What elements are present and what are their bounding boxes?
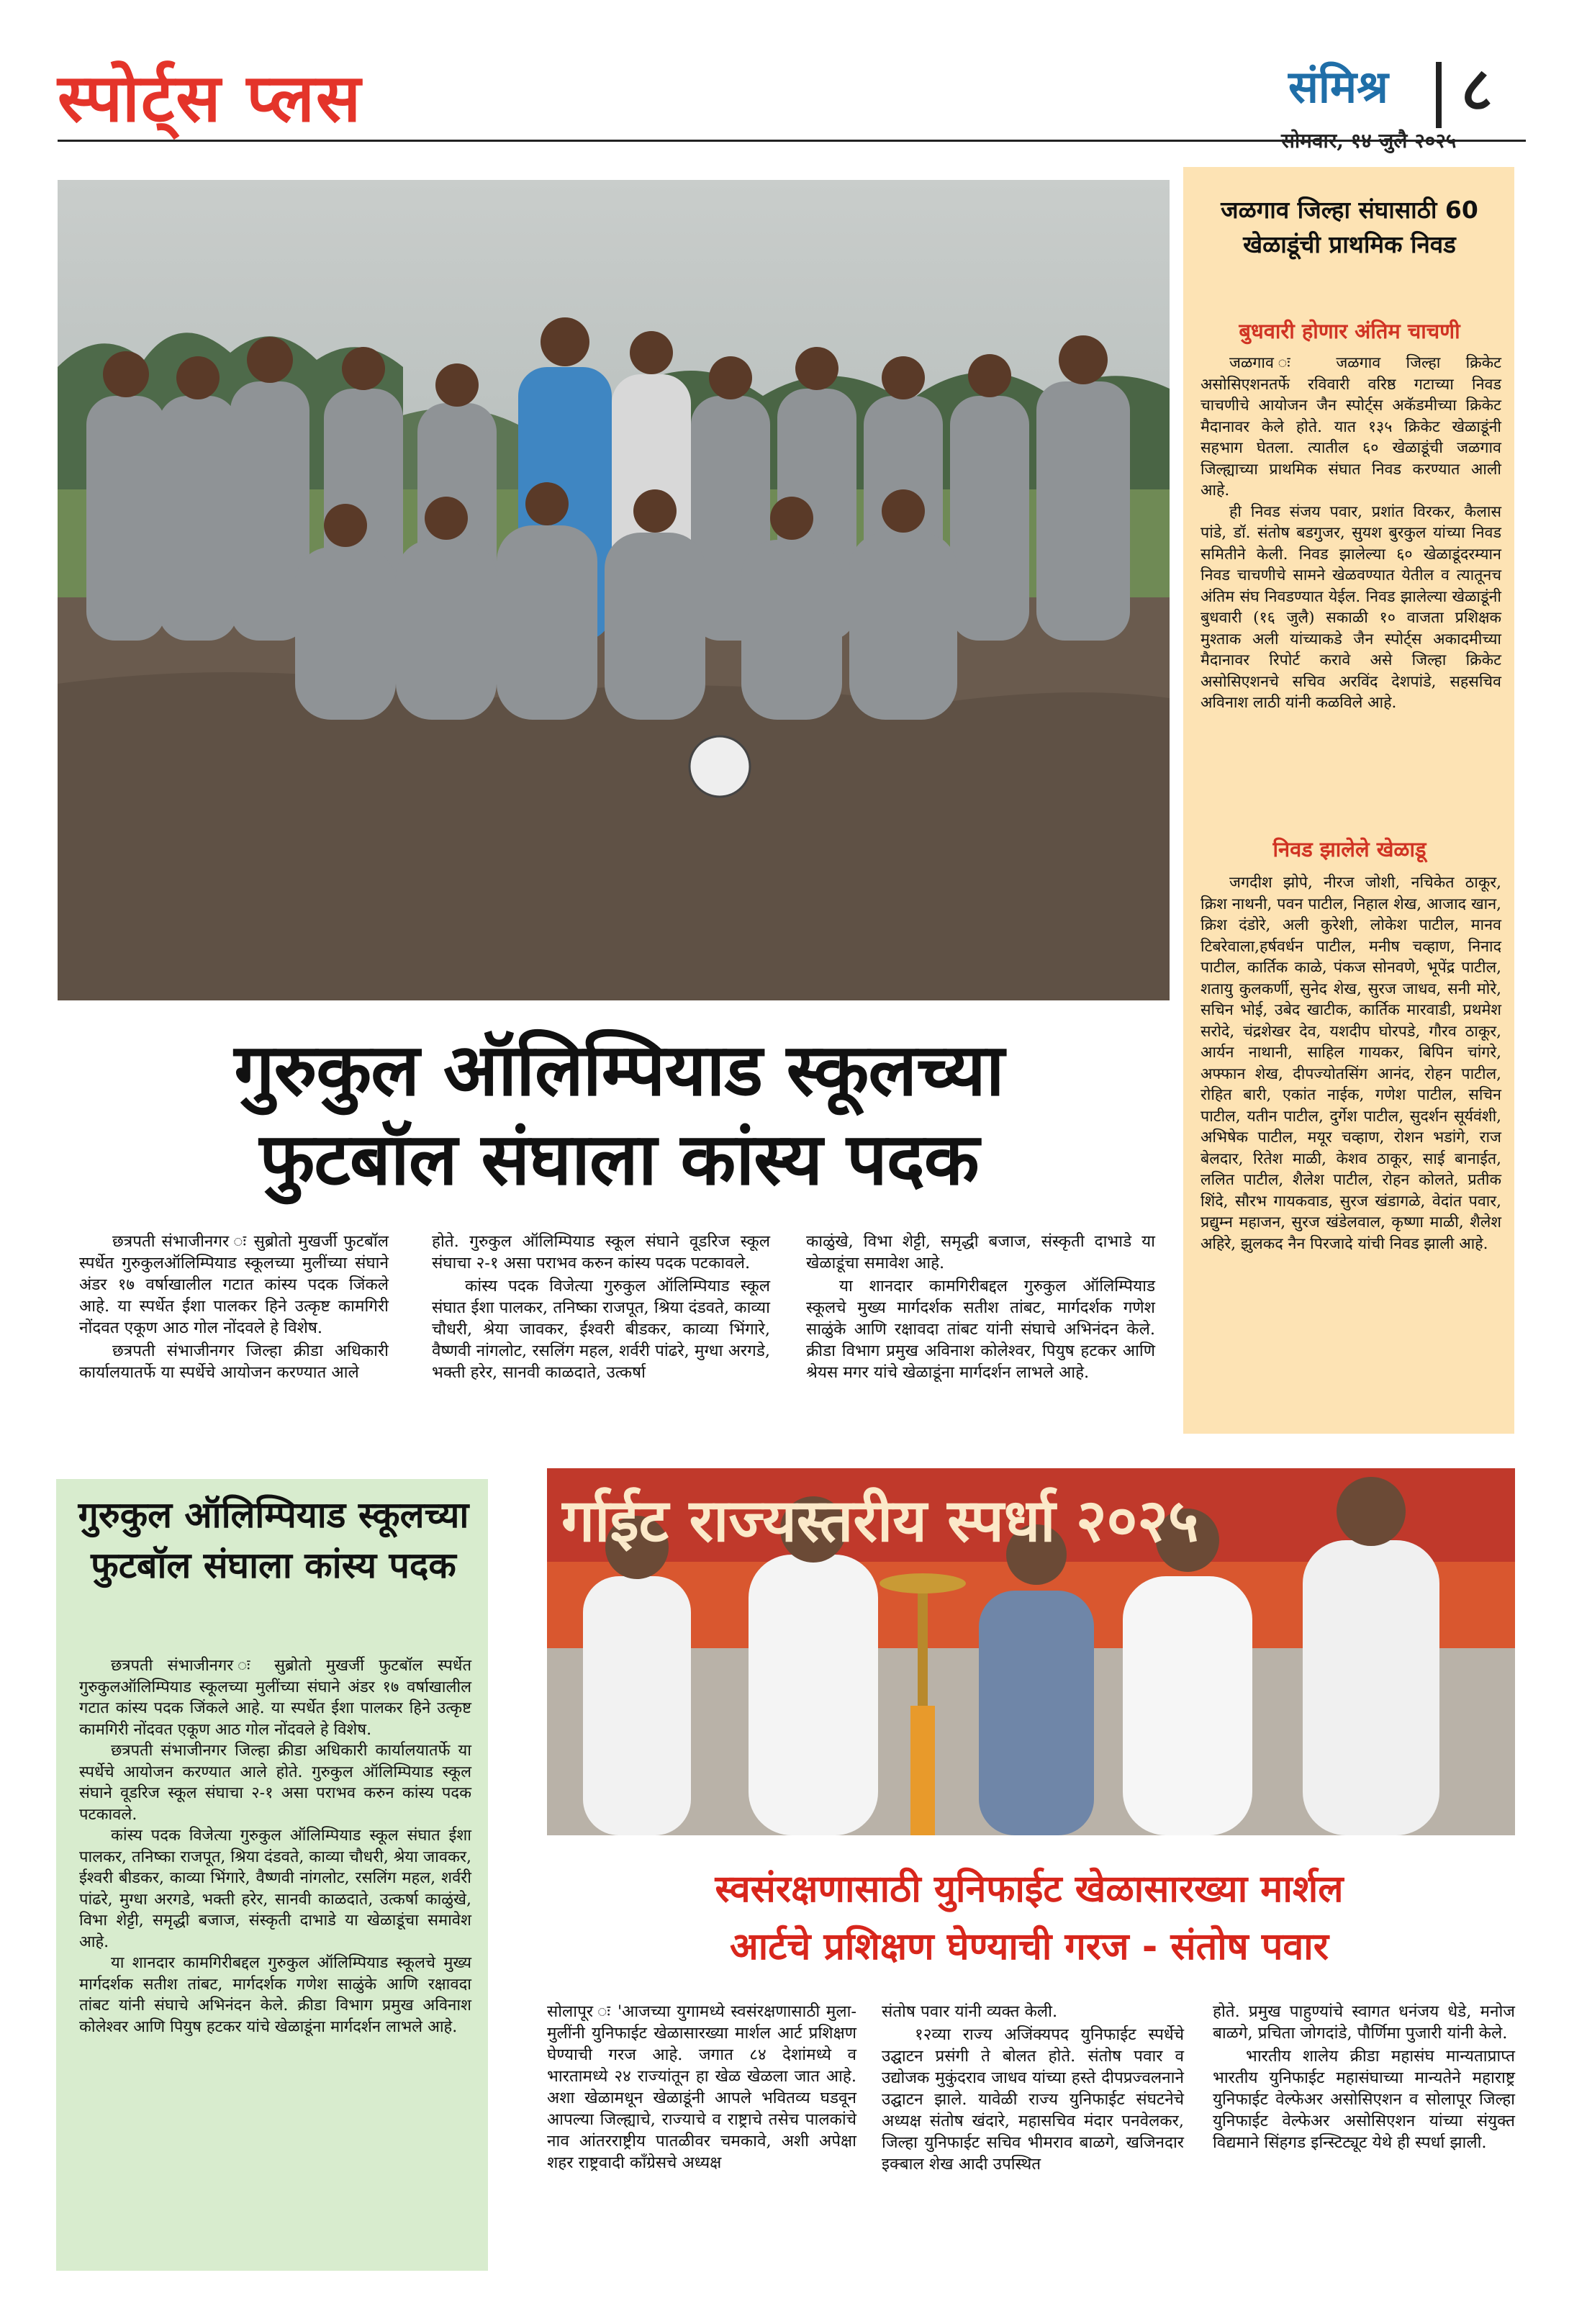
- green-box-text: [79, 1655, 471, 2038]
- page-number: ८: [1461, 53, 1493, 125]
- main-story-column-2: [432, 1231, 770, 1385]
- paragraph: जगदीश झोपे, नीरज जोशी, नचिकेत ठाकूर, क्रिश नाथनी, पवन पाटील, निहाल शेख, आजाद खान, क्रिश दंडोरे, अली कुरेशी, लोकेश पाटील, मानव टिबरेवाला,हर्षवर्धन पाटील, मनीष चव्हाण, निनाद पाटील, कार्तिक काळे, पंकज सोनवणे, भूपेंद्र पाटील, शतायु कुलकर्णी, सुनेद शेख, सुरज जाधव, सनी मोरे, सचिन भोई, उबेद खाटीक, कार्तिक मारवाडी, प्रथमेश सरोदे, चंद्रशेखर देव, यशदीप घोरपडे, गौरव ठाकूर, आर्यन नाथानी, साहिल गायकर, बिपिन चांगरे, अफ्फान शेख, दीपज्योतसिंग आनंद, रोहन पाटील, रोहित बारी, एकांत नाईक, गणेश पाटील, सचिन पाटील, यतीन पाटील, दुर्गेश पाटील, सुदर्शन सूर्यवंशी, अभिषेक पाटील, मयूर चव्हाण, रोशन भडांगे, राज बेलदार, रितेश माळी, केशव ठाकूर, साई बानाईत, ललित पाटील, शैलेश पाटील, रोहन कोलते, प्रतीक शिंदे, सौरभ गायकवाड, सुरज खंडागळे, वेदांत पवार, प्रद्युम्न महाजन, सुरज खंडेलवाल, कृष्णा माळी, शैलेश अहिरे, झुलकद नैन पिरजादे यांची निवड झाली आहे.: [1201, 874, 1501, 1253]
- paragraph: या शानदार कामगिरीबद्दल गुरुकुल ऑलिम्पियाड स्कूलचे मुख्य मार्गदर्शक सतीश तांबट, मार्गदर्शक गणेश साळुंके आणि रक्षावदा तांबट यांनी संघाचे अभिनंदन केले. क्रीडा विभाग प्रमुख अविनाश कोलेश्वर आणि पियुष हटकर यांचे खेळाडूंना मार्गदर्शन लाभले आहे.: [79, 1954, 471, 2036]
- paragraph: छत्रपती संभाजीनगर जिल्हा क्रीडा अधिकारी कार्यालयातर्फे या स्पर्धेचे आयोजन करण्यात आले: [79, 1342, 389, 1382]
- unifight-headline-line2: आर्टचे प्रशिक्षण घेण्याची गरज - संतोष पवार: [729, 1925, 1329, 1968]
- paragraph: १२व्या राज्य अजिंक्यपद युनिफाईट स्पर्धेचे उद्घाटन प्रसंगी ते बोलत होते. संतोष पवार व उद्योजक मुकुंदराव जाधव यांच्या हस्ते दीपप्रज्वलनाने उद्घाटन झाले. यावेळी राज्य युनिफाईट संघटनेचे अध्यक्ष संतोष खंदारे, महासचिव मंदार पनवेलकर, जिल्हा युनिफाईट सचिव भीमराव बाळगे, खजिनदार इक्बाल शेख आदी उपस्थित: [882, 2025, 1184, 2174]
- paragraph: होते. प्रमुख पाहुण्यांचे स्वागत धनंजय धेडे, मनोज बाळगे, प्रचिता जोगदांडे, पौर्णिमा पुजारी यांनी केले.: [1213, 2002, 1515, 2043]
- green-box-headline: गुरुकुल ऑलिम्पियाड स्कूलच्या फुटबॉल संघाला कांस्य पदक: [78, 1494, 469, 1586]
- main-story-column-1: [79, 1231, 389, 1385]
- paragraph: ही निवड संजय पवार, प्रशांत विरकर, कैलास पांडे, डॉ. संतोष बडगुजर, सुयश बुरकुल यांच्या निवड समितीने केली. निवड झालेल्या ६० खेळाडूंदरम्यान निवड चाचणीचे सामने खेळवण्यात येतील व त्यातूनच अंतिम संघ निवडण्यात येईल. निवड झालेल्या खेळाडूंनी बुधवारी (१६ जुलै) सकाळी १० वाजता प्रशिक्षक मुश्ताक अली यांच्याकडे जैन स्पोर्ट्स अकादमीच्या मैदानावर रिपोर्ट करावे असे जिल्हा क्रिकेट असोसिएशनचे सचिव अरविंद देशपांडे, सहसचिव अविनाश लाठी यांनी कळविले आहे.: [1201, 502, 1501, 712]
- paragraph: कांस्य पदक विजेत्या गुरुकुल ऑलिम्पियाड स्कूल संघात ईशा पालकर, तनिष्का राजपूत, श्रिया दंडवते, काव्या चौधरी, श्रेया जावकर, ईश्वरी बीडकर, काव्या भिंगारे, वैष्णवी नांगलोट, रसलिंग महल, शर्वरी पांढरे, मुग्धा अरगडे, भक्ती हरेर, सानवी काळदाते, उत्कर्षा: [432, 1277, 770, 1382]
- paragraph: या शानदार कामगिरीबद्दल गुरुकुल ऑलिम्पियाड स्कूलचे मुख्य मार्गदर्शक सतीश तांबट, मार्गदर्शक गणेश साळुंके आणि रक्षावदा तांबट यांनी संघाचे अभिनंदन केले. क्रीडा विभाग प्रमुख अविनाश कोलेश्वर, पियुष हटकर आणि श्रेयस मगर यांचे खेळाडूंना मार्गदर्शन लाभले आहे.: [806, 1277, 1155, 1382]
- unifight-column-2: [882, 2001, 1184, 2176]
- unifight-headline: [518, 1860, 1540, 1976]
- paragraph: होते. गुरुकुल ऑलिम्पियाड स्कूल संघाने वूडरिज स्कूल संघाचा २-१ असा पराभव करुन कांस्य पदक पटकावले.: [432, 1232, 770, 1272]
- sidebar-headline: जळगाव जिल्हा संघासाठी 60 खेळाडूंची प्राथमिक निवड: [1221, 196, 1478, 258]
- section-divider: [1436, 62, 1442, 128]
- main-headline-line2: फुटबॉल संघाला कांस्य पदक: [259, 1117, 979, 1201]
- sidebar-subhead-selected-players: निवड झालेले खेळाडू: [1272, 837, 1427, 862]
- section-name: संमिश्र: [1288, 60, 1388, 113]
- football-team-photo: [58, 180, 1170, 1000]
- unifight-inauguration-photo: [547, 1468, 1515, 1835]
- unifight-headline-line1: स्वसंरक्षणासाठी युनिफाईट खेळासारख्या मार्शल: [715, 1868, 1344, 1911]
- event-banner-text: र्गाईट राज्यस्तरीय स्पर्धा २०२५: [561, 1487, 1199, 1555]
- sidebar-subhead-final-trial: बुधवारी होणार अंतिम चाचणी: [1239, 319, 1460, 343]
- sidebar-text-2: [1201, 872, 1501, 1254]
- paragraph: काळुंखे, विभा शेट्टी, समृद्धी बजाज, संस्कृती दाभाडे या खेळाडूंचा समावेश आहे.: [806, 1232, 1155, 1272]
- main-headline-line1: गुरुकुल ऑलिम्पियाड स्कूलच्या: [234, 1028, 1004, 1112]
- paragraph: संतोष पवार यांनी व्यक्त केली.: [882, 2002, 1058, 2021]
- paragraph: छत्रपती संभाजीनगर ः सुब्रोतो मुखर्जी फुटबॉल स्पर्धेत गुरुकुलऑलिम्पियाड स्कूलच्या मुलींच्या संघाने अंडर १७ वर्षाखालील गटात कांस्य पदक जिंकले आहे. या स्पर्धेत ईशा पालकर हिने उत्कृष्ट कामगिरी नोंदवत एकूण आठ गोल नोंदवले हे विशेष.: [79, 1657, 471, 1739]
- paragraph: सोलापूर ः 'आजच्या युगामध्ये स्वसंरक्षणासाठी मुला-मुलींनी युनिफाईट खेळासारख्या मार्शल आर्ट प्रशिक्षण घेण्याची गरज आहे. जगात ८४ देशांमध्ये व भारतामध्ये २४ राज्यांतून हा खेळ खेळला जात आहे. अशा खेळामधून खेळाडूंनी आपले भवितव्य घडवून आपल्या जिल्ह्याचे, राज्याचे व राष्ट्राचे तसेच पालकांचे नाव आंतरराष्ट्रीय पातळीवर चमकावे, अशी अपेक्षा शहर राष्ट्रवादी काँग्रेसचे अध्यक्ष: [547, 2002, 856, 2172]
- main-headline: [58, 1026, 1180, 1204]
- paragraph: छत्रपती संभाजीनगर जिल्हा क्रीडा अधिकारी कार्यालयातर्फे या स्पर्धेचे आयोजन करण्यात आले होते. गुरुकुल ऑलिम्पियाड स्कूल संघाने वूडरिज स्कूल संघाचा २-१ असा पराभव करुन कांस्य पदक पटकावले.: [79, 1742, 471, 1824]
- masthead-title: स्पोर्ट्‌स प्लस: [58, 59, 363, 137]
- paragraph: कांस्य पदक विजेत्या गुरुकुल ऑलिम्पियाड स्कूल संघात ईशा पालकर, तनिष्का राजपूत, श्रिया दंडवते, काव्या चौधरी, श्रेया जावकर, ईश्वरी बीडकर, काव्या भिंगारे, वैष्णवी नांगलोट, रसलिंग महल, शर्वरी पांढरे, मुग्धा अरगडे, भक्ती हरेर, सानवी काळदाते, उत्कर्षा काळुंखे, विभा शेट्टी, समृद्धी बजाज, संस्कृती दाभाडे या खेळाडूंचा समावेश आहे.: [79, 1827, 471, 1951]
- issue-date: सोमवार, १४ जुलै २०२५: [1281, 129, 1457, 153]
- sidebar-text-1: [1201, 353, 1501, 714]
- main-story-column-3: [806, 1231, 1155, 1385]
- unifight-column-3: [1213, 2001, 1515, 2155]
- unifight-column-1: [547, 2001, 856, 2175]
- paragraph: जळगाव ः जळगाव जिल्हा क्रिकेट असोसिएशनतर्फे रविवारी वरिष्ठ गटाच्या निवड चाचणीचे आयोजन जैन स्पोर्ट्स अकॅडमीच्या क्रिकेट मैदानावर केले होते. यात १३५ क्रिकेट खेळाडूंनी सहभाग घेतला. त्यातील ६० खेळाडूंची जळगाव जिल्ह्याच्या प्राथमिक संघात निवड करण्यात आली आहे.: [1201, 354, 1501, 499]
- paragraph: भारतीय शालेय क्रीडा महासंघ मान्यताप्राप्त भारतीय युनिफाईट महासंघाच्या मान्यतेने महाराष्ट्र युनिफाईट वेल्फेअर असोसिएशन व सोलापूर जिल्हा युनिफाईट वेल्फेअर असोसिएशन यांच्या संयुक्त विद्यमाने सिंहगड इन्स्टिट्यूट येथे ही स्पर्धा झाली.: [1213, 2047, 1515, 2152]
- paragraph: छत्रपती संभाजीनगर ः सुब्रोतो मुखर्जी फुटबॉल स्पर्धेत गुरुकुलऑलिम्पियाड स्कूलच्या मुलींच्या संघाने अंडर १७ वर्षाखालील गटात कांस्य पदक जिंकले आहे. या स्पर्धेत ईशा पालकर हिने उत्कृष्ट कामगिरी नोंदवत एकूण आठ गोल नोंदवले हे विशेष.: [79, 1232, 389, 1337]
